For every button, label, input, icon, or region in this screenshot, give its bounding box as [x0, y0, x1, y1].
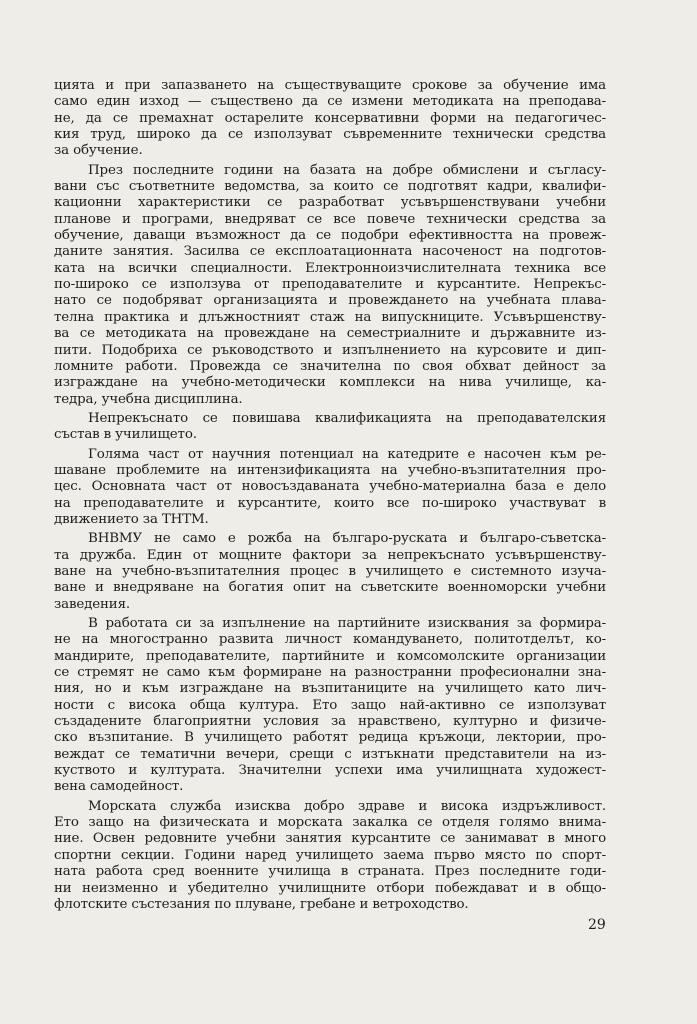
text-line: цията и при запазването на съществуващите срокове за обучение има	[54, 78, 606, 93]
text-line: се стремят не само към формиране на разностранни професионални зна-	[54, 665, 606, 681]
text-line: състав в училището.	[54, 427, 197, 443]
text-line: В работата си за изпълнение на партийните изисквания за формира-	[88, 616, 606, 631]
text-line: шаване проблемите на интензификацията на учебно-възпитателния про-	[54, 462, 606, 478]
paragraph	[54, 78, 606, 160]
text-line: вена самодейност.	[54, 779, 184, 795]
paragraph	[54, 163, 606, 408]
text-line: по-широко се използува от преподавателите и курсантите. Непрекъс-	[54, 277, 606, 293]
text-line: През последните години на базата на добре обмислени и съгласу-	[88, 162, 606, 178]
text-line: ско възпитание. В училището работят редица кръжоци, лектории, про-	[54, 730, 606, 746]
text-line: Морската служба изисква добро здраве и висока издръжливост.	[88, 798, 606, 814]
text-line: за обучение.	[54, 143, 143, 159]
text-line: обучение, даващи възможност да се подобри ефективността на провеж-	[54, 228, 606, 244]
text-line: ности с висока обща култура. Ето защо най-активно се използуват	[54, 697, 606, 713]
paragraph	[54, 531, 606, 613]
text-line: куството и културата. Значителни успехи има училищната художест-	[54, 763, 606, 779]
text-line: ломните работи. Провежда се значителна по своя обхват дейност за	[54, 358, 606, 374]
text-line: ние. Освен редовните учебни занятия курсантите се занимават в много	[54, 831, 606, 847]
text-line: вани със съответните ведомства, за които се подготвят кадри, квалифи-	[54, 179, 606, 195]
text-line: не, да се премахнат остарелите консервативни форми на педагогичес-	[54, 110, 606, 126]
text-line: спортни секции. Години наред училището заема първо място по спорт-	[54, 847, 606, 863]
text-line: ВНВМУ не само е рожба на българо-руската и българо-съветска-	[88, 531, 606, 547]
text-line: изграждане на учебно-методически комплекси на нива училище, ка-	[54, 375, 606, 391]
text-line: ния, но и към изграждане на възпитаниците на училището като лич-	[54, 681, 606, 697]
text-line: планове и програми, внедряват се все повече технически средства за	[54, 211, 606, 227]
text-line: ване и внедряване на богатия опит на съветските военноморски учебни	[54, 580, 606, 596]
text-line: ната работа сред военните училища в страната. През последните годи-	[54, 864, 606, 880]
text-line: веждат се тематични вечери, срещи с изтъкнати представители на из-	[54, 746, 606, 762]
text-line: пити. Подобриха се ръководството и изпълнението на курсовите и дип-	[54, 342, 606, 358]
text-line: кия труд, широко да се използуват съвременните технически средства	[54, 127, 606, 143]
text-line: тедра, учебна дисциплина.	[54, 391, 243, 407]
text-line: движението за ТНТМ.	[54, 511, 209, 527]
text-line: телна практика и длъжностният стаж на випускниците. Усъвършенству-	[54, 309, 606, 325]
text-line: само един изход — съществено да се измени методиката на преподава-	[54, 94, 606, 110]
text-line: заведения.	[54, 596, 130, 612]
text-line: на преподавателите и курсантите, които все по-широко участвуват в	[54, 495, 606, 511]
text-line: Ето защо на физическата и морската закалка се отделя голямо внима-	[54, 815, 606, 831]
text-line: ката на всички специалности. Електронноизчислителната техника все	[54, 260, 606, 276]
text-line: създадените благоприятни условия за нравствено, културно и физиче-	[54, 714, 606, 730]
text-line: не на многостранно развита личност командуването, политотделът, ко-	[54, 632, 606, 648]
text-line: Голяма част от научния потенциал на катедрите е насочен към ре-	[88, 446, 606, 462]
text-line: Непрекъснато се повишава квалификацията на преподавателския	[88, 410, 606, 426]
text-line: ва се методиката на провеждане на семестриалните и държавните из-	[54, 326, 606, 342]
paragraph	[54, 447, 606, 529]
paragraph	[54, 616, 606, 796]
text-line: кационни характеристики се разработват усъвършенствувани учебни	[54, 195, 606, 211]
text-line: ни неизменно и убедително училищните отбори побеждават и в общо-	[54, 880, 606, 896]
text-line: даните занятия. Засилва се експлоатационната насоченост на подготов-	[54, 244, 606, 260]
text-line: нато се подобряват организацията и провеждането на учебната плава-	[54, 293, 606, 309]
text-line: ване на учебно-възпитателния процес в училището е системното изуча-	[54, 563, 606, 579]
text-line: цес. Основната част от новосъздаваната учебно-материална база е дело	[54, 479, 606, 495]
page-number: 29	[588, 917, 606, 933]
paragraph	[54, 799, 606, 913]
paragraph	[54, 411, 606, 444]
text-line: мандирите, преподавателите, партийните и комсомолските организации	[54, 648, 606, 664]
text-line: та дружба. Един от мощните фактори за непрекъснато усъвършенству-	[54, 547, 606, 563]
body-text	[54, 78, 606, 913]
text-line: флотските състезания по плуване, гребане и ветроходство.	[54, 896, 469, 912]
